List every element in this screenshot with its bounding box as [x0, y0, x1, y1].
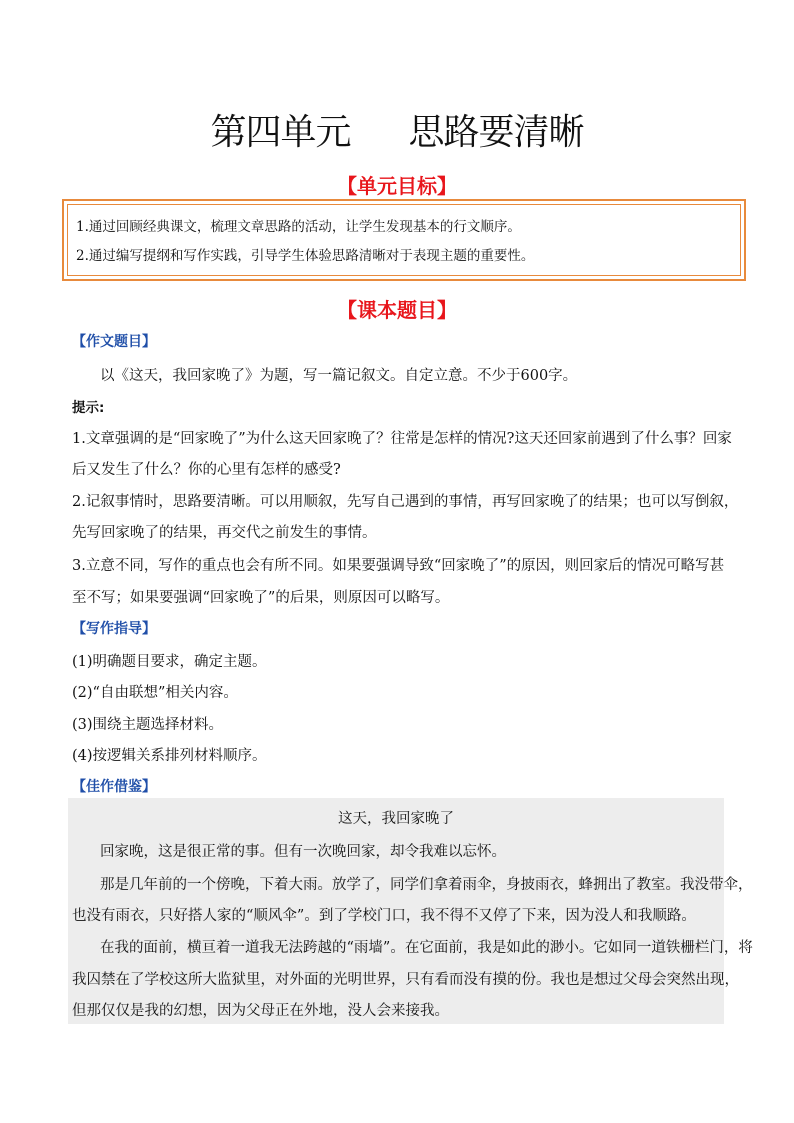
goal-item-1: 1.通过回顾经典课文，梳理文章思路的活动，让学生发现基本的行文顺序。 [76, 219, 521, 235]
sample-essay [68, 798, 753, 1024]
composition-prompt: 以《这天，我回家晚了》为题，写一篇记叙文。自定立意。不少于600字。 [100, 368, 578, 384]
unit-goals-heading: 【单元目标】 [337, 174, 457, 198]
unit-goals-box [62, 199, 746, 281]
guidance-item: (3)围绕主题选择材料。 [72, 717, 224, 733]
guidance-item: (4)按逻辑关系排列材料顺序。 [72, 748, 267, 764]
essay-line: 我囚禁在了学校这所大监狱里，对外面的光明世界，只有看而没有摸的份。我也是想过父母会突然出现， [72, 972, 739, 988]
textbook-heading: 【课本题目】 [337, 298, 457, 322]
goal-item-2: 2.通过编写提纲和写作实践，引导学生体验思路清晰对于表现主题的重要性。 [76, 248, 535, 264]
unit-topic: 思路要清晰 [408, 112, 584, 153]
essay-line: 在我的面前，横亘着一道我无法跨越的“雨墙”。在它面前，我是如此的渺小。它如同一道铁栅栏门，将 [100, 940, 753, 956]
hint-line: 1.文章强调的是“回家晚了”为什么这天回家晚了？往常是怎样的情况?这天还回家前遇到了什么事？回家 [72, 431, 732, 447]
unit-number: 第四单元 [210, 112, 351, 153]
hint-line: 至不写；如果要强调“回家晚了”的后果，则原因可以略写。 [72, 590, 450, 606]
guidance-label: 【写作指导】 [72, 621, 156, 637]
essay-line: 那是几年前的一个傍晚，下着大雨。放学了，同学们拿着雨伞，身披雨衣，蜂拥出了教室。我没带伞， [100, 877, 753, 893]
hint-line: 先写回家晚了的结果，再交代之前发生的事情。 [72, 525, 377, 541]
essay-line: 回家晚，这是很正常的事。但有一次晚回家，却令我难以忘怀。 [100, 844, 506, 860]
guidance-item: (1)明确题目要求，确定主题。 [72, 654, 267, 670]
sample-label: 【佳作借鉴】 [72, 779, 156, 795]
essay-line: 也没有雨衣，只好搭人家的“顺风伞”。到了学校门口，我不得不又停了下来，因为没人和我顺路。 [72, 908, 696, 924]
composition-label: 【作文题目】 [72, 334, 156, 350]
page-title [0, 104, 794, 155]
essay-line: 但那仅仅是我的幻想，因为父母正在外地，没人会来接我。 [72, 1003, 449, 1019]
hints-label: 提示: [72, 400, 105, 416]
guidance-item: (2)“自由联想”相关内容。 [72, 685, 238, 701]
essay-title: 这天，我回家晚了 [338, 811, 454, 827]
hint-line: 后又发生了什么？你的心里有怎样的感受? [72, 462, 341, 478]
hint-line: 2.记叙事情时，思路要清晰。可以用顺叙，先写自己遇到的事情，再写回家晚了的结果；也可以写倒叙， [72, 494, 739, 510]
hint-line: 3.立意不同，写作的重点也会有所不同。如果要强调导致“回家晚了”的原因，则回家后的情况可略写甚 [72, 558, 725, 574]
